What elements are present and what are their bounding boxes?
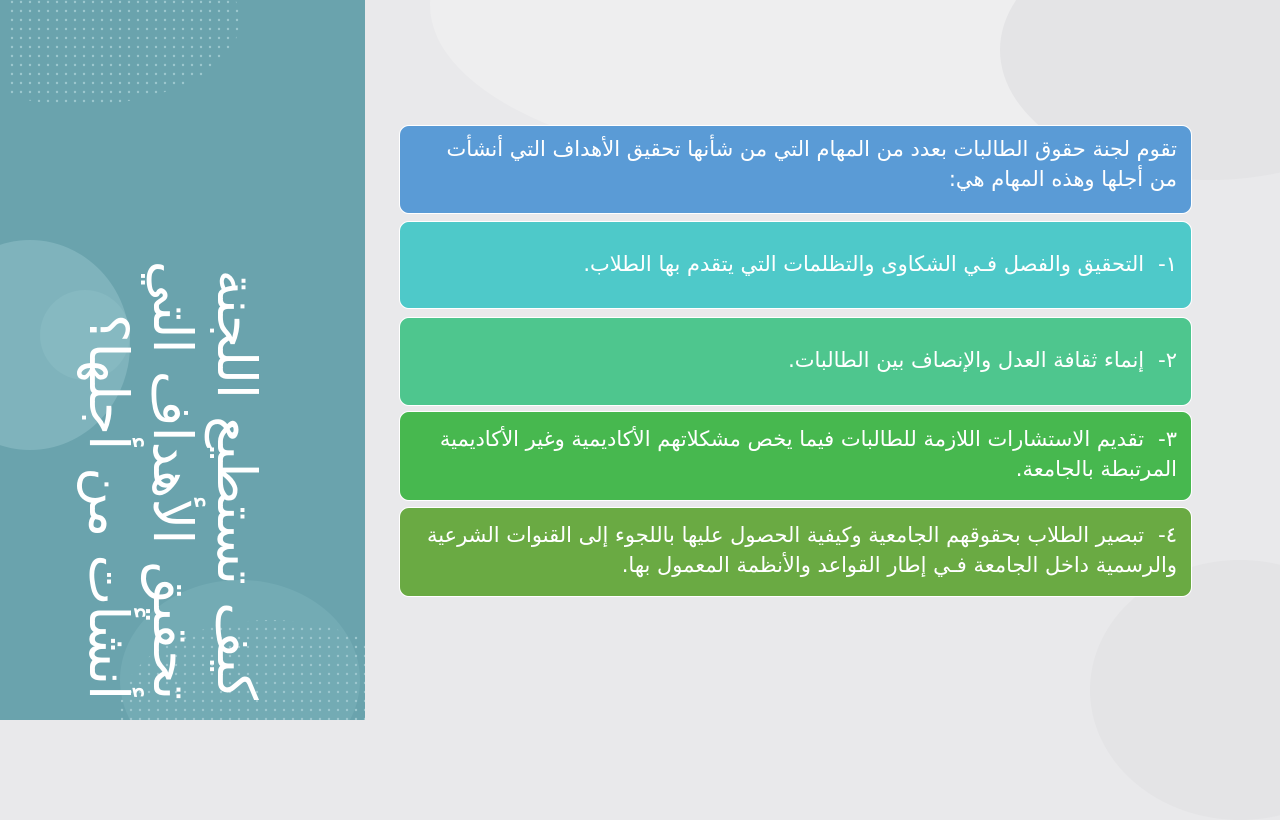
dot-pattern-top bbox=[10, 0, 240, 110]
item-text: إنماء ثقافة العدل والإنصاف بين الطالبات. bbox=[788, 348, 1145, 372]
title-panel bbox=[0, 0, 365, 720]
item-number: ٣- bbox=[1158, 427, 1177, 451]
item-number: ٢- bbox=[1158, 348, 1177, 372]
item-text: تقديم الاستشارات اللازمة للطالبات فيما يخص مشكلاتهم الأكاديمية وغير الأكاديمية المرتبطة بالجامعة. bbox=[439, 427, 1177, 481]
item-text: تبصير الطلاب بحقوقهم الجامعية وكيفية الحصول عليها باللجوء إلى القنوات الشرعية والرسمية داخل الجامعة فـي إطار القواعد والأنظمة المعمول بها. bbox=[426, 523, 1177, 577]
intro-box bbox=[399, 125, 1192, 214]
item-text: التحقيق والفصل فـي الشكاوى والتظلمات التي يتقدم بها الطلاب. bbox=[583, 252, 1145, 276]
list-item-4 bbox=[399, 507, 1192, 597]
item-number: ٤- bbox=[1158, 523, 1177, 547]
intro-text: تقوم لجنة حقوق الطالبات بعدد من المهام التي من شأنها تحقيق الأهداف التي أنشأت من أجلها وهذه المهام هي: bbox=[446, 137, 1177, 191]
slide-title: كيف تستطيع اللجنة تحقيق الأهداف التي أنشأت من أجلها؟ bbox=[77, 260, 268, 700]
background-shape bbox=[1090, 560, 1280, 820]
list-item-2 bbox=[399, 317, 1192, 406]
list-item-3 bbox=[399, 411, 1192, 501]
item-number: ١- bbox=[1158, 252, 1177, 276]
list-item-1 bbox=[399, 221, 1192, 309]
